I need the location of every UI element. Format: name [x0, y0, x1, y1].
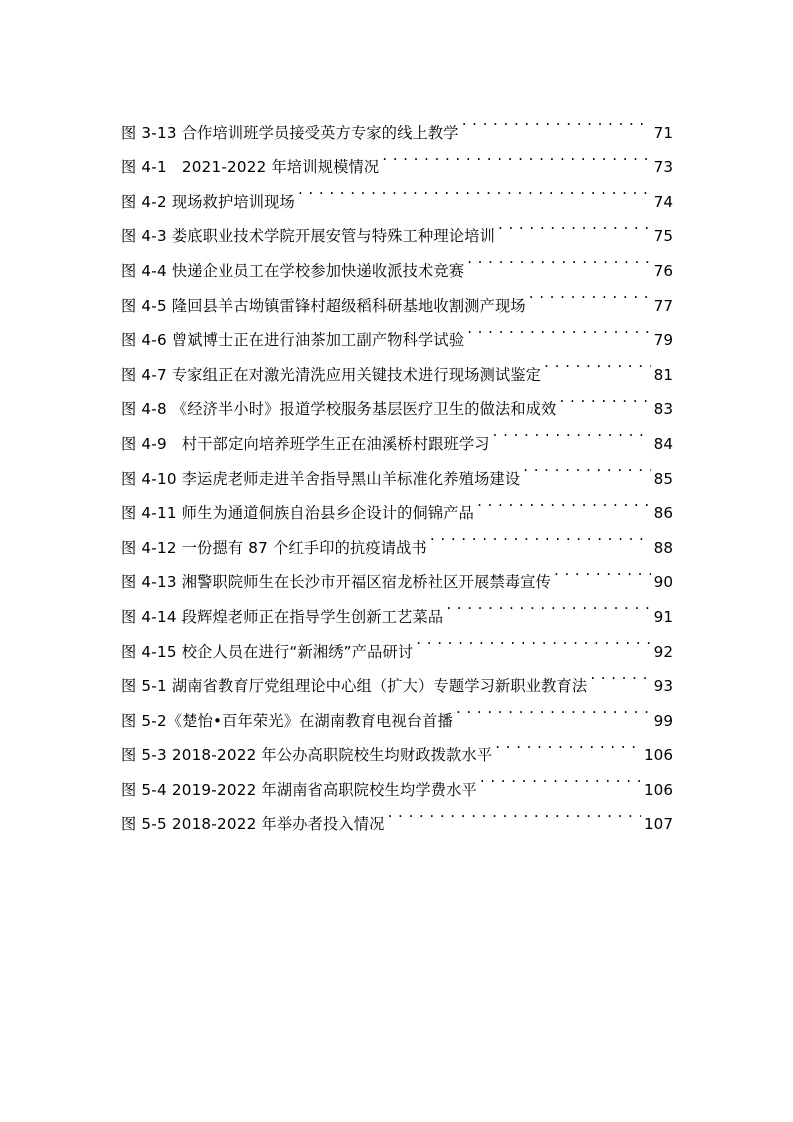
toc-entry-page: 79 — [653, 331, 673, 350]
toc-entry-title: 图 5-3 2018-2022 年公办高职院校生均财政拨款水平 — [121, 746, 493, 765]
toc-entry-page: 74 — [653, 192, 673, 211]
toc-entry[interactable] — [121, 103, 673, 142]
dot-leader — [446, 587, 650, 622]
toc-entry-page: 91 — [653, 607, 673, 626]
toc-entry-title: 图 4-12 一份摁有 87 个红手印的抗疫请战书 — [121, 538, 427, 557]
dot-leader — [554, 553, 651, 588]
dot-leader — [560, 380, 651, 415]
toc-entry-page: 106 — [644, 780, 673, 799]
toc-entry-page: 84 — [653, 434, 673, 453]
dot-leader — [477, 484, 651, 519]
toc-entry-title: 图 4-4 快递企业员工在学校参加快递收派技术竞赛 — [121, 261, 465, 280]
toc-entry-title: 图 4-9 村干部定向培养班学生正在油溪桥村跟班学习 — [121, 434, 490, 453]
toc-entry-page: 86 — [653, 504, 673, 523]
toc-entry-title: 图 5-1 湖南省教育厅党组理论中心组（扩大）专题学习新职业教育法 — [121, 677, 588, 696]
toc-entry-title: 图 4-6 曾斌博士正在进行油茶加工副产物科学试验 — [121, 331, 465, 350]
toc-entry-page: 83 — [653, 400, 673, 419]
dot-leader — [382, 138, 650, 173]
dot-leader — [430, 518, 651, 553]
toc-entry-page: 93 — [653, 677, 673, 696]
toc-entry-page: 73 — [653, 158, 673, 177]
dot-leader — [590, 657, 650, 692]
toc-entry-page: 106 — [644, 746, 673, 765]
toc-entry-page: 75 — [653, 227, 673, 246]
toc-entry-title: 图 4-7 专家组正在对激光清洗应用关键技术进行现场测试鉴定 — [121, 365, 542, 384]
toc-entry-title: 图 4-15 校企人员在进行“新湘绣”产品研讨 — [121, 642, 414, 661]
toc-entry-title: 图 5-2《楚怡•百年荣光》在湖南教育电视台首播 — [121, 711, 453, 730]
toc-entry-page: 81 — [653, 365, 673, 384]
list-of-figures — [121, 103, 673, 834]
dot-leader — [467, 241, 650, 276]
toc-entry-title: 图 4-5 隆回县羊古坳镇雷锋村超级稻科研基地收割测产现场 — [121, 296, 526, 315]
toc-entry-title: 图 4-10 李运虎老师走进羊舍指导黑山羊标准化养殖场建设 — [121, 469, 521, 488]
toc-entry-title: 图 4-13 湘警职院师生在长沙市开福区宿龙桥社区开展禁毒宣传 — [121, 573, 552, 592]
dot-leader — [388, 795, 641, 830]
toc-entry-page: 88 — [653, 538, 673, 557]
dot-leader — [416, 622, 650, 657]
toc-entry-title: 图 4-1 2021-2022 年培训规模情况 — [121, 158, 380, 177]
toc-entry-page: 107 — [644, 815, 673, 834]
toc-entry-page: 90 — [653, 573, 673, 592]
dot-leader — [480, 760, 641, 795]
dot-leader — [498, 207, 651, 242]
toc-entry-title: 图 4-14 段辉煌老师正在指导学生创新工艺菜品 — [121, 607, 444, 626]
toc-entry-title: 图 5-5 2018-2022 年举办者投入情况 — [121, 815, 385, 834]
toc-entry-page: 71 — [653, 123, 673, 142]
toc-entry-page: 85 — [653, 469, 673, 488]
toc-entry-page: 77 — [653, 296, 673, 315]
toc-entry-page: 76 — [653, 261, 673, 280]
toc-entry-title: 图 5-4 2019-2022 年湖南省高职院校生均学费水平 — [121, 780, 477, 799]
dot-leader — [523, 449, 650, 484]
toc-entry-title: 图 4-2 现场救护培训现场 — [121, 192, 295, 211]
toc-entry-title: 图 3-13 合作培训班学员接受英方专家的线上教学 — [121, 123, 459, 142]
toc-entry-title: 图 4-11 师生为通道侗族自治县乡企设计的侗锦产品 — [121, 504, 475, 523]
dot-leader — [467, 311, 650, 346]
dot-leader — [456, 691, 651, 726]
dot-leader — [298, 172, 651, 207]
dot-leader — [495, 726, 641, 761]
dot-leader — [462, 103, 651, 138]
toc-entry-page: 99 — [653, 711, 673, 730]
toc-entry-title: 图 4-8 《经济半小时》报道学校服务基层医疗卫生的做法和成效 — [121, 400, 557, 419]
dot-leader — [529, 276, 651, 311]
dot-leader — [544, 345, 651, 380]
dot-leader — [493, 414, 651, 449]
toc-entry-title: 图 4-3 娄底职业技术学院开展安管与特殊工种理论培训 — [121, 227, 495, 246]
toc-entry-page: 92 — [653, 642, 673, 661]
